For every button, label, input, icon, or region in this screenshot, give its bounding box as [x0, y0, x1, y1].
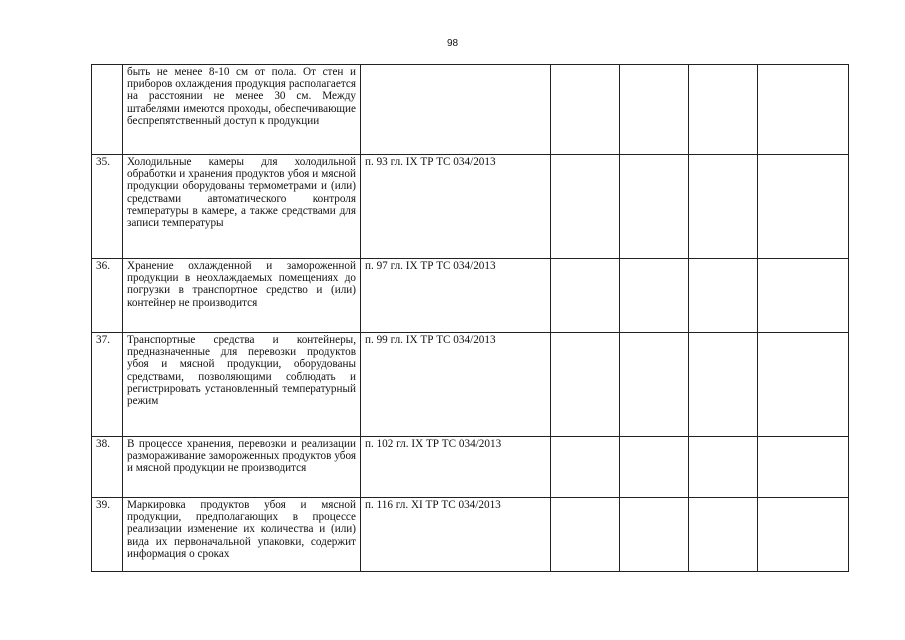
row-number: 37.	[92, 333, 123, 437]
answer-cell-not-applicable	[689, 333, 758, 437]
answer-cell-yes	[551, 65, 620, 155]
legal-reference: п. 97 гл. IX ТР ТС 034/2013	[361, 259, 551, 333]
legal-reference	[361, 65, 551, 155]
row-number	[92, 65, 123, 155]
answer-cell-no	[620, 65, 689, 155]
notes-cell	[758, 155, 849, 259]
requirement-text: В процессе хранения, перевозки и реализации размораживание замороженных продуктов убоя и мясной продукции не производится	[123, 437, 361, 498]
requirement-text: быть не менее 8-10 см от пола. От стен и приборов охлаждения продукция располагается на расстоянии не менее 30 см. Между штабелями имеются проходы, обеспечивающие беспрепятственный доступ к продукции	[123, 65, 361, 155]
answer-cell-not-applicable	[689, 437, 758, 498]
answer-cell-no	[620, 437, 689, 498]
answer-cell-yes	[551, 155, 620, 259]
requirement-text: Хранение охлажденной и замороженной продукции в неохлаждаемых помещениях до погрузки в транспортное средство и (или) контейнер не производится	[123, 259, 361, 333]
row-number: 39.	[92, 498, 123, 572]
answer-cell-not-applicable	[689, 259, 758, 333]
requirement-text: Холодильные камеры для холодильной обработки и хранения продуктов убоя и мясной продукции оборудованы термометрами и (или) средствами автоматического контроля температуры в камере, а также средствами для записи температуры	[123, 155, 361, 259]
notes-cell	[758, 498, 849, 572]
row-number: 35.	[92, 155, 123, 259]
legal-reference: п. 116 гл. XI ТР ТС 034/2013	[361, 498, 551, 572]
answer-cell-yes	[551, 259, 620, 333]
table-row	[92, 437, 849, 498]
legal-reference: п. 93 гл. IX ТР ТС 034/2013	[361, 155, 551, 259]
legal-reference: п. 99 гл. IX ТР ТС 034/2013	[361, 333, 551, 437]
requirement-text: Транспортные средства и контейнеры, предназначенные для перевозки продуктов убоя и мясной продукции, оборудованы средствами, позволяющими соблюдать и регистрировать установленный температурный режим	[123, 333, 361, 437]
answer-cell-no	[620, 498, 689, 572]
answer-cell-no	[620, 333, 689, 437]
answer-cell-not-applicable	[689, 498, 758, 572]
answer-cell-yes	[551, 333, 620, 437]
requirement-text: Маркировка продуктов убоя и мясной продукции, предполагающих в процессе реализации изменение их количества и (или) вида их первоначальной упаковки, содержит информация о сроках	[123, 498, 361, 572]
notes-cell	[758, 259, 849, 333]
legal-reference: п. 102 гл. IX ТР ТС 034/2013	[361, 437, 551, 498]
answer-cell-yes	[551, 437, 620, 498]
answer-cell-not-applicable	[689, 65, 758, 155]
table-row	[92, 333, 849, 437]
answer-cell-yes	[551, 498, 620, 572]
answer-cell-not-applicable	[689, 155, 758, 259]
table-row	[92, 65, 849, 155]
row-number: 36.	[92, 259, 123, 333]
requirements-table	[91, 64, 849, 572]
row-number: 38.	[92, 437, 123, 498]
answer-cell-no	[620, 259, 689, 333]
notes-cell	[758, 65, 849, 155]
table-row	[92, 259, 849, 333]
answer-cell-no	[620, 155, 689, 259]
table-row	[92, 498, 849, 572]
table-row	[92, 155, 849, 259]
notes-cell	[758, 437, 849, 498]
notes-cell	[758, 333, 849, 437]
page-number: 98	[446, 38, 459, 49]
